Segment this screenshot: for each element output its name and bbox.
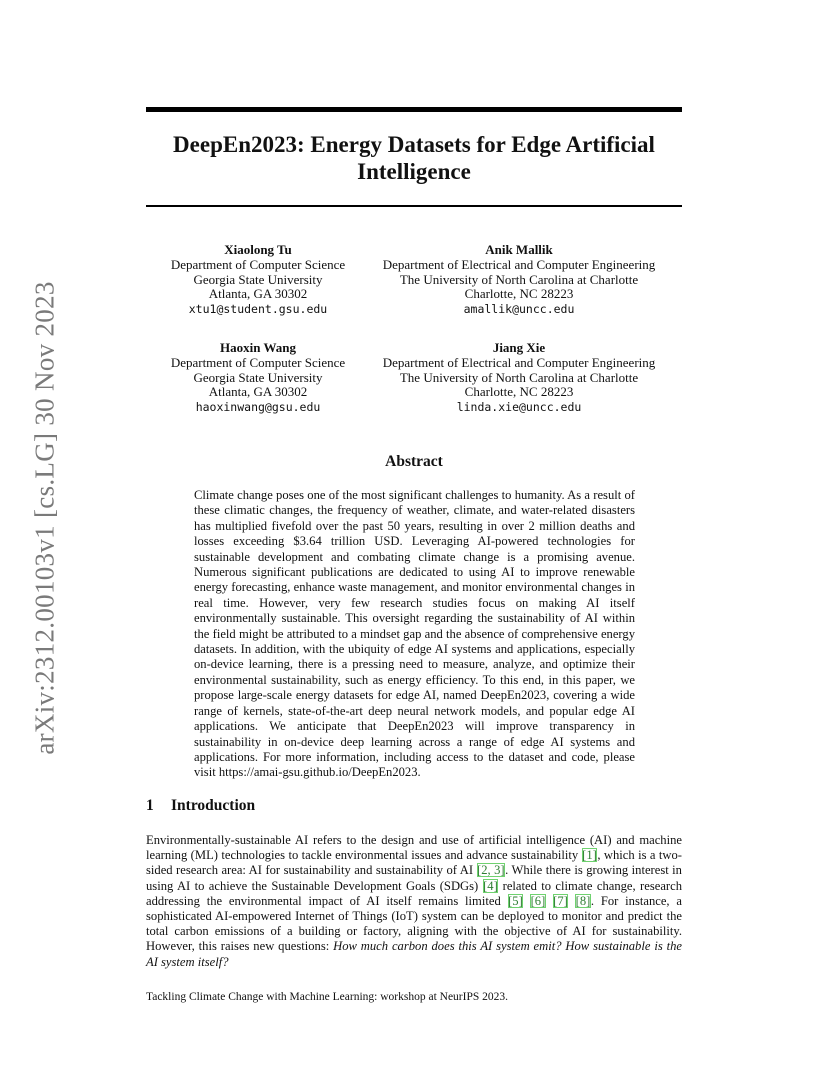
- author-address: Charlotte, NC 28223: [464, 286, 574, 302]
- author-name: Anik Mallik: [485, 242, 553, 257]
- section-heading: [146, 797, 255, 815]
- intro-question: How much carbon does this AI system emit? How sustainable is the AI system itself?: [146, 939, 682, 969]
- paper-title: DeepEn2023: Energy Datasets for Edge Artificial Intelligence: [173, 132, 655, 184]
- author-name: Xiaolong Tu: [224, 242, 292, 257]
- author-name: Haoxin Wang: [220, 340, 296, 355]
- title-bottom-rule: [146, 205, 682, 207]
- section-number: 1: [146, 797, 154, 814]
- citation-link[interactable]: [7]: [553, 893, 568, 908]
- author-email: linda.xie@uncc.edu: [456, 400, 582, 415]
- intro-text: related to climate change, research addressing the environmental impact of AI itself remains limited: [146, 878, 682, 908]
- intro-text: Environmentally-sustainable AI refers to the design and use of artificial intelligence (AI) and machine learning (ML) technologies to tackle environmental issues and advance sustainability: [146, 833, 682, 863]
- section-title: Introduction: [171, 797, 256, 814]
- author-email: xtu1@student.gsu.edu: [188, 302, 328, 317]
- author-university: Georgia State University: [193, 271, 323, 287]
- author-address: Atlanta, GA 30302: [208, 384, 308, 400]
- author-department: Department of Computer Science: [170, 354, 346, 370]
- arxiv-identifier-text: arXiv:2312.00103v1 [cs.LG] 30 Nov 2023: [29, 280, 60, 755]
- author-department: Department of Computer Science: [170, 256, 346, 272]
- title-top-rule: [146, 107, 682, 112]
- intro-text: . For instance, a sophisticated AI-empowered Internet of Things (IoT) system can be deployed to monitor and predict the total carbon emissions of a building or factory, aligning with the objective of AI for sustainability. However, this raises new questions:: [146, 893, 683, 954]
- author-department: Department of Electrical and Computer Engineering: [382, 256, 656, 272]
- citation-link[interactable]: [5]: [508, 893, 523, 908]
- author-university: The University of North Carolina at Charlotte: [399, 369, 639, 385]
- author-university: The University of North Carolina at Charlotte: [399, 271, 639, 287]
- citation-link[interactable]: [1]: [582, 848, 597, 863]
- author-department: Department of Electrical and Computer Engineering: [382, 354, 656, 370]
- arxiv-identifier-sidebar: [24, 280, 66, 755]
- author-university: Georgia State University: [193, 369, 323, 385]
- citation-link[interactable]: [6]: [530, 893, 546, 908]
- citation-link[interactable]: [2, 3]: [477, 863, 505, 878]
- author-block: [160, 243, 356, 317]
- citation-link[interactable]: [4]: [483, 878, 498, 893]
- workshop-footnote: Tackling Climate Change with Machine Learning: workshop at NeurIPS 2023.: [146, 991, 509, 1003]
- author-email: haoxinwang@gsu.edu: [195, 400, 321, 415]
- citation-link[interactable]: [8]: [575, 893, 591, 908]
- intro-text: , which is a two-sided research area: AI for sustainability and sustainability of AI: [146, 848, 682, 878]
- author-block: [370, 243, 668, 317]
- introduction-paragraph: [146, 833, 682, 970]
- author-email: amallik@uncc.edu: [463, 302, 575, 317]
- author-name: Jiang Xie: [492, 340, 546, 355]
- author-address: Atlanta, GA 30302: [208, 286, 308, 302]
- author-block: [370, 341, 668, 415]
- abstract-heading: Abstract: [385, 453, 443, 470]
- intro-text: . While there is growing interest in using AI to achieve the Sustainable Development Goals (SDGs): [146, 863, 682, 893]
- author-block: [160, 341, 356, 415]
- author-address: Charlotte, NC 28223: [464, 384, 574, 400]
- abstract-text: Climate change poses one of the most significant challenges to humanity. As a result of these climatic changes, the frequency of weather, climate, and water-related disasters has multiplied fivefold over the past 50 years, resulting in over 2 million deaths and losses exceeding $3.64 trillion USD. Leveraging AI-powered technologies for sustainable development and combating climate change is a promising avenue. Numerous significant publications are dedicated to using AI to improve renewable energy forecasting, enhance waste management, and monitor environmental changes in real time. However, very few research studies focus on making AI itself environmentally sustainable. This oversight regarding the sustainability of AI within the field might be attributed to a mindset gap and the absence of comprehensive energy datasets. In addition, with the ubiquity of edge AI systems and applications, especially on-device learning, there is a pressing need to measure, analyze, and optimize their environmental sustainability, such as energy efficiency. To this end, in this paper, we propose large-scale energy datasets for edge AI, named DeepEn2023, covering a wide range of kernels, state-of-the-art deep neural network models, and popular edge AI applications. We anticipate that DeepEn2023 will improve transparency in sustainability in on-device deep learning across a range of edge AI systems and applications. For more information, including access to the dataset and code, please visit https://amai-gsu.github.io/DeepEn2023.: [194, 488, 635, 780]
